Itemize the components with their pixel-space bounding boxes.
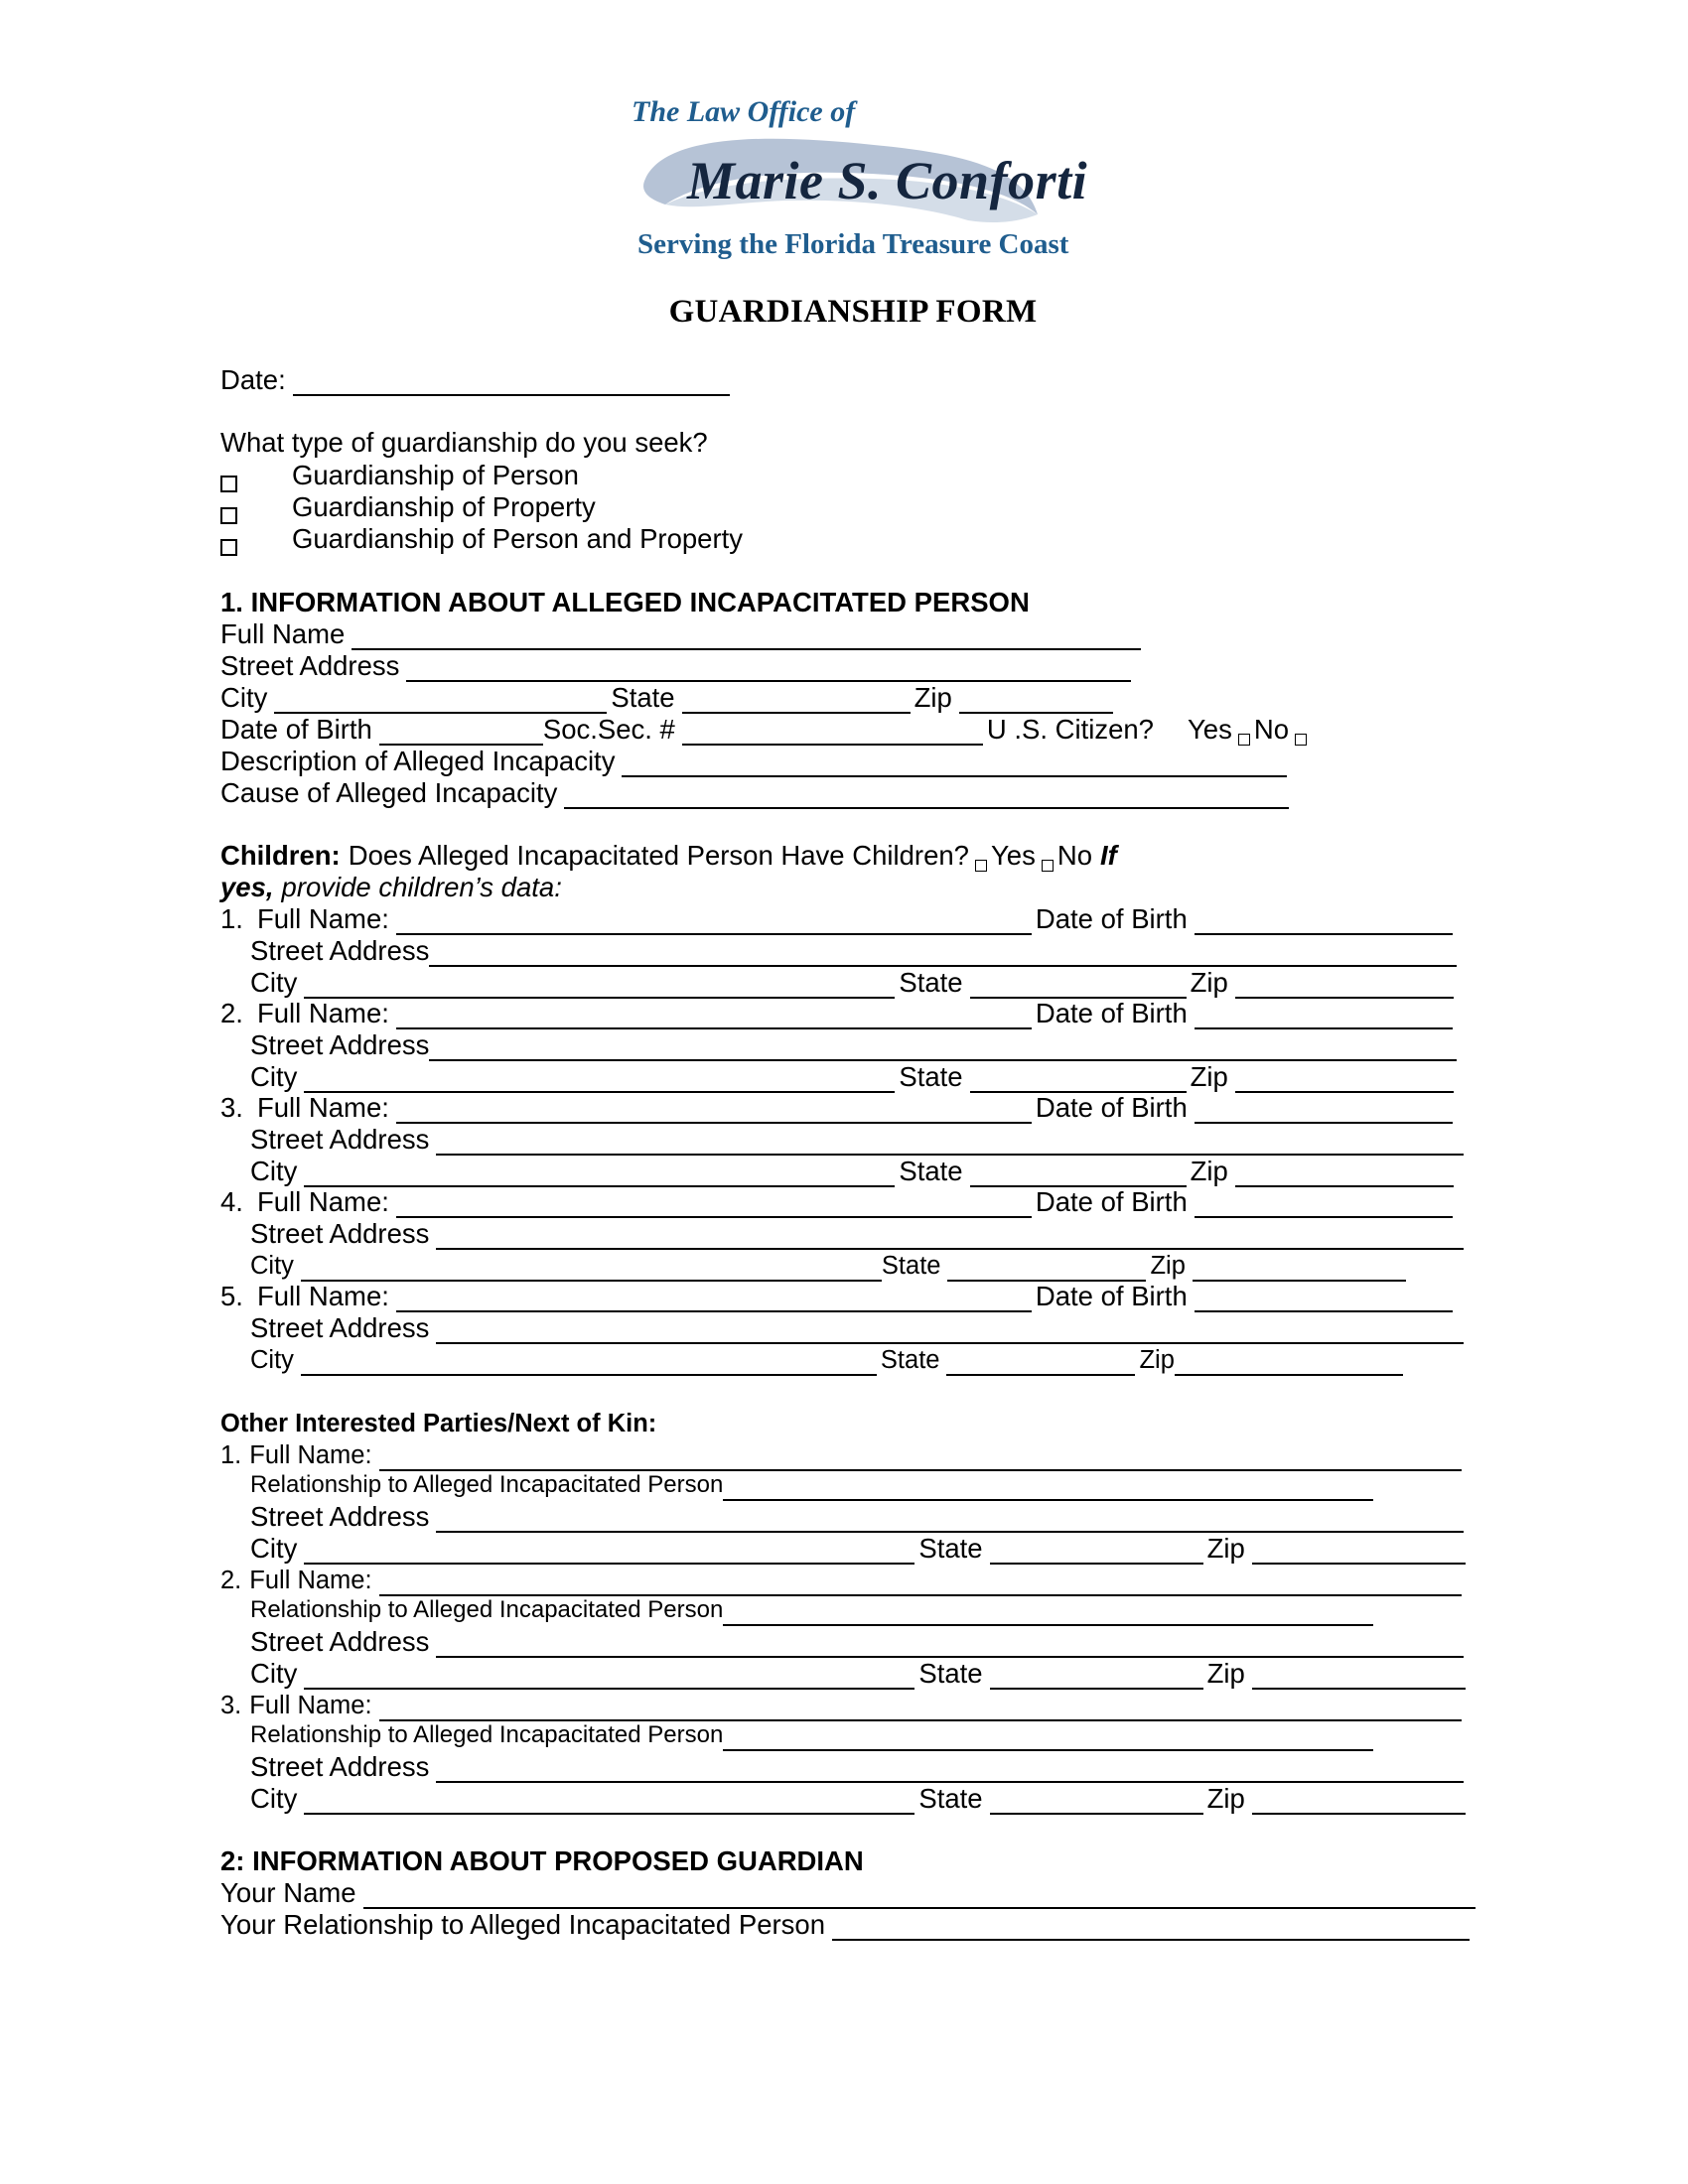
- date-label: Date:: [220, 364, 286, 395]
- child-5-city-field[interactable]: [301, 1349, 877, 1376]
- child-number: 4.: [220, 1186, 243, 1217]
- child-dob-label: Date of Birth: [1035, 1092, 1188, 1123]
- child-5-name-row: [220, 1281, 1457, 1312]
- child-zip-label: Zip: [1139, 1346, 1175, 1374]
- child-4-name-field[interactable]: [396, 1191, 1032, 1218]
- child-1-city-field[interactable]: [304, 972, 895, 999]
- incapacity-cause-label: Cause of Alleged Incapacity: [220, 777, 558, 808]
- kin-2-state-field[interactable]: [990, 1663, 1203, 1690]
- child-5-city-row: [250, 1344, 1407, 1376]
- child-3-street-row: [250, 1124, 1468, 1156]
- child-zip-label: Zip: [1190, 1061, 1228, 1092]
- child-state-label: State: [899, 1156, 963, 1186]
- child-1-city-row: [250, 967, 1458, 999]
- child-dob-label: Date of Birth: [1035, 903, 1188, 934]
- child-city-label: City: [250, 1156, 298, 1186]
- child-2-name-row: [220, 998, 1457, 1029]
- logo-name-text: Marie S. Conforti: [687, 151, 1088, 210]
- street-address-label: Street Address: [220, 650, 400, 681]
- kin-state-label: State: [918, 1533, 983, 1564]
- child-state-label: State: [899, 1061, 963, 1092]
- child-5-state-field[interactable]: [946, 1349, 1135, 1376]
- citizen-no-label: No: [1253, 714, 1290, 745]
- child-zip-label: Zip: [1190, 967, 1228, 998]
- children-instruction-row: [220, 872, 562, 903]
- child-zip-label: Zip: [1190, 1156, 1228, 1186]
- kin-2-relationship-row: [250, 1594, 1377, 1626]
- kin-1-street-field[interactable]: [436, 1506, 1464, 1533]
- incapacity-desc-label: Description of Alleged Incapacity: [220, 746, 616, 776]
- guardianship-option-property: [220, 491, 596, 523]
- kin-2-name-field[interactable]: [379, 1570, 1462, 1596]
- logo-top-text: The Law Office of: [632, 95, 856, 128]
- kin-3-city-row: [250, 1783, 1470, 1815]
- zip-label: Zip: [914, 682, 952, 713]
- ssn-label: Soc.Sec. #: [542, 714, 675, 745]
- section2-heading: 2: INFORMATION ABOUT PROPOSED GUARDIAN: [220, 1845, 864, 1876]
- child-full-name-label: Full Name:: [256, 998, 389, 1028]
- child-street-label: Street Address: [250, 1218, 430, 1249]
- kin-3-relationship-row: [250, 1719, 1377, 1751]
- kin-2-zip-field[interactable]: [1252, 1663, 1466, 1690]
- child-1-name-field[interactable]: [396, 908, 1032, 935]
- child-number: 3.: [220, 1092, 243, 1123]
- aip-street-field[interactable]: [406, 655, 1131, 682]
- dob-label: Date of Birth: [220, 714, 372, 745]
- child-1-dob-field[interactable]: [1195, 908, 1453, 935]
- kin-full-name-label: Full Name:: [249, 1441, 372, 1469]
- children-question: Does Alleged Incapacitated Person Have Children?: [348, 840, 969, 871]
- children-label: Children:: [220, 840, 341, 871]
- aip-zip-field[interactable]: [959, 687, 1113, 714]
- child-3-city-row: [250, 1156, 1458, 1187]
- guardianship-option-label: Guardianship of Person and Property: [292, 523, 744, 554]
- kin-1-relationship-row: [250, 1469, 1377, 1501]
- aip-state-field[interactable]: [682, 687, 911, 714]
- kin-relationship-label: Relationship to Alleged Incapacitated Person: [250, 1721, 724, 1748]
- child-3-state-field[interactable]: [970, 1160, 1187, 1187]
- kin-2-street-field[interactable]: [436, 1631, 1464, 1658]
- child-3-dob-field[interactable]: [1195, 1097, 1453, 1124]
- aip-incapacity-desc-field[interactable]: [622, 751, 1287, 777]
- children-no-checkbox[interactable]: [1042, 860, 1054, 872]
- child-2-name-field[interactable]: [396, 1003, 1032, 1029]
- child-5-zip-field[interactable]: [1175, 1349, 1403, 1376]
- child-street-label: Street Address: [250, 935, 430, 966]
- child-1-street-field[interactable]: [429, 940, 1457, 967]
- kin-relationship-label: Relationship to Alleged Incapacitated Person: [250, 1471, 724, 1498]
- kin-1-zip-field[interactable]: [1252, 1538, 1466, 1565]
- child-4-state-field[interactable]: [947, 1255, 1146, 1282]
- kin-street-label: Street Address: [250, 1626, 430, 1657]
- child-number: 1.: [220, 903, 243, 934]
- child-3-city-field[interactable]: [304, 1160, 895, 1187]
- child-dob-label: Date of Birth: [1035, 1281, 1188, 1311]
- children-no-label: No: [1056, 840, 1092, 871]
- aip-ssn-field[interactable]: [682, 719, 983, 746]
- guardianship-person-checkbox[interactable]: [220, 476, 237, 492]
- citizen-yes-label: Yes: [1187, 714, 1232, 745]
- kin-state-label: State: [918, 1783, 983, 1814]
- children-if-word: If: [1099, 840, 1117, 871]
- child-full-name-label: Full Name:: [256, 1281, 389, 1311]
- kin-2-name-row: [220, 1565, 1466, 1596]
- kin-1-state-field[interactable]: [990, 1538, 1203, 1565]
- city-label: City: [220, 682, 268, 713]
- aip-dob-row: [220, 714, 1311, 746]
- aip-incapacity-desc-row: [220, 746, 1291, 777]
- aip-city-field[interactable]: [274, 687, 607, 714]
- section1-heading: 1. INFORMATION ABOUT ALLEGED INCAPACITATED PERSON: [220, 587, 1030, 617]
- guardianship-property-checkbox[interactable]: [220, 507, 237, 524]
- kin-1-city-field[interactable]: [304, 1538, 914, 1565]
- kin-full-name-label: Full Name:: [249, 1567, 372, 1594]
- child-3-name-row: [220, 1092, 1457, 1124]
- guardianship-person-property-checkbox[interactable]: [220, 539, 237, 556]
- child-dob-label: Date of Birth: [1035, 998, 1188, 1028]
- kin-3-name-row: [220, 1690, 1466, 1721]
- kin-number: 2.: [220, 1567, 242, 1594]
- citizen-label: U .S. Citizen?: [986, 714, 1154, 745]
- child-street-label: Street Address: [250, 1124, 430, 1155]
- kin-1-city-row: [250, 1533, 1470, 1565]
- child-2-zip-field[interactable]: [1235, 1066, 1454, 1093]
- child-1-zip-field[interactable]: [1235, 972, 1454, 999]
- kin-2-city-row: [250, 1658, 1470, 1690]
- kin-zip-label: Zip: [1206, 1783, 1245, 1814]
- child-5-street-row: [250, 1312, 1468, 1344]
- aip-street-row: [220, 650, 1135, 682]
- guardian-relationship-row: [220, 1909, 1474, 1941]
- kin-street-label: Street Address: [250, 1501, 430, 1532]
- child-2-city-row: [250, 1061, 1458, 1093]
- child-2-street-row: [250, 1029, 1461, 1061]
- child-city-label: City: [250, 1252, 294, 1280]
- logo-tagline-text: Serving the Florida Treasure Coast: [637, 228, 1069, 260]
- kin-heading: Other Interested Parties/Next of Kin:: [220, 1410, 657, 1437]
- kin-1-name-field[interactable]: [379, 1444, 1462, 1471]
- child-4-dob-field[interactable]: [1195, 1191, 1453, 1218]
- child-5-dob-field[interactable]: [1195, 1286, 1453, 1312]
- aip-incapacity-cause-row: [220, 777, 1293, 809]
- child-full-name-label: Full Name:: [256, 1186, 389, 1217]
- child-4-city-row: [250, 1250, 1410, 1282]
- child-3-name-field[interactable]: [396, 1097, 1032, 1124]
- kin-zip-label: Zip: [1206, 1533, 1245, 1564]
- your-relationship-label: Your Relationship to Alleged Incapacitated Person: [220, 1909, 825, 1940]
- child-dob-label: Date of Birth: [1035, 1186, 1188, 1217]
- kin-number: 1.: [220, 1441, 242, 1469]
- child-4-city-field[interactable]: [301, 1255, 882, 1282]
- child-full-name-label: Full Name:: [256, 903, 389, 934]
- child-state-label: State: [880, 1346, 940, 1374]
- citizen-no-checkbox[interactable]: [1295, 734, 1307, 746]
- date-field[interactable]: [293, 369, 730, 396]
- law-office-logo: [626, 95, 1088, 266]
- guardianship-option-label: Guardianship of Property: [292, 491, 596, 522]
- kin-2-city-field[interactable]: [304, 1663, 914, 1690]
- kin-city-label: City: [250, 1783, 298, 1814]
- citizen-yes-checkbox[interactable]: [1238, 734, 1250, 746]
- child-3-street-field[interactable]: [436, 1129, 1464, 1156]
- child-4-street-row: [250, 1218, 1468, 1250]
- child-number: 5.: [220, 1281, 243, 1311]
- aip-incapacity-cause-field[interactable]: [564, 782, 1289, 809]
- kin-3-street-row: [250, 1751, 1468, 1783]
- kin-street-label: Street Address: [250, 1751, 430, 1782]
- child-2-city-field[interactable]: [304, 1066, 895, 1093]
- aip-full-name-row: [220, 618, 1145, 650]
- kin-1-name-row: [220, 1439, 1466, 1471]
- kin-3-street-field[interactable]: [436, 1756, 1464, 1783]
- kin-state-label: State: [918, 1658, 983, 1689]
- kin-1-street-row: [250, 1501, 1468, 1533]
- child-city-label: City: [250, 1061, 298, 1092]
- kin-city-label: City: [250, 1533, 298, 1564]
- kin-3-relationship-field[interactable]: [723, 1724, 1373, 1751]
- kin-3-zip-field[interactable]: [1252, 1788, 1466, 1815]
- guardian-name-row: [220, 1877, 1479, 1909]
- kin-2-relationship-field[interactable]: [723, 1599, 1373, 1626]
- your-name-label: Your Name: [220, 1877, 356, 1908]
- guardianship-option-label: Guardianship of Person: [292, 460, 579, 490]
- kin-2-street-row: [250, 1626, 1468, 1658]
- child-4-street-field[interactable]: [436, 1223, 1464, 1250]
- form-title: GUARDIANSHIP FORM: [668, 294, 1038, 330]
- kin-3-state-field[interactable]: [990, 1788, 1203, 1815]
- guardianship-option-person-property: [220, 523, 743, 555]
- kin-city-label: City: [250, 1658, 298, 1689]
- child-4-name-row: [220, 1186, 1457, 1218]
- aip-full-name-field[interactable]: [352, 623, 1141, 650]
- child-1-name-row: [220, 903, 1457, 935]
- child-5-name-field[interactable]: [396, 1286, 1032, 1312]
- guardianship-question: What type of guardianship do you seek?: [220, 427, 708, 458]
- child-number: 2.: [220, 998, 243, 1028]
- full-name-label: Full Name: [220, 618, 346, 649]
- child-full-name-label: Full Name:: [256, 1092, 389, 1123]
- guardian-relationship-field[interactable]: [832, 1914, 1470, 1941]
- child-city-label: City: [250, 1346, 294, 1374]
- child-street-label: Street Address: [250, 1312, 430, 1343]
- child-zip-label: Zip: [1150, 1252, 1186, 1280]
- kin-number: 3.: [220, 1692, 242, 1719]
- kin-3-city-field[interactable]: [304, 1788, 914, 1815]
- children-yes-word: yes,: [220, 872, 274, 902]
- child-3-zip-field[interactable]: [1235, 1160, 1454, 1187]
- children-yes-label: Yes: [990, 840, 1036, 871]
- child-5-street-field[interactable]: [436, 1317, 1464, 1344]
- child-state-label: State: [881, 1252, 941, 1280]
- child-4-zip-field[interactable]: [1193, 1255, 1406, 1282]
- aip-dob-field[interactable]: [379, 719, 543, 746]
- child-2-dob-field[interactable]: [1195, 1003, 1453, 1029]
- kin-relationship-label: Relationship to Alleged Incapacitated Person: [250, 1596, 724, 1623]
- guardian-name-field[interactable]: [363, 1882, 1476, 1909]
- children-yes-checkbox[interactable]: [975, 860, 987, 872]
- date-row: [220, 364, 734, 396]
- kin-1-relationship-field[interactable]: [723, 1474, 1373, 1501]
- child-1-street-row: [250, 935, 1461, 967]
- child-2-state-field[interactable]: [970, 1066, 1187, 1093]
- child-street-label: Street Address: [250, 1029, 430, 1060]
- kin-3-name-field[interactable]: [379, 1695, 1462, 1721]
- guardianship-option-person: [220, 460, 579, 491]
- kin-zip-label: Zip: [1206, 1658, 1245, 1689]
- child-2-street-field[interactable]: [429, 1034, 1457, 1061]
- children-question-row: [220, 840, 1117, 872]
- child-city-label: City: [250, 967, 298, 998]
- children-instruction: provide children’s data:: [281, 872, 562, 902]
- kin-full-name-label: Full Name:: [249, 1692, 372, 1719]
- state-label: State: [611, 682, 675, 713]
- child-1-state-field[interactable]: [970, 972, 1187, 999]
- aip-city-row: [220, 682, 1117, 714]
- child-state-label: State: [899, 967, 963, 998]
